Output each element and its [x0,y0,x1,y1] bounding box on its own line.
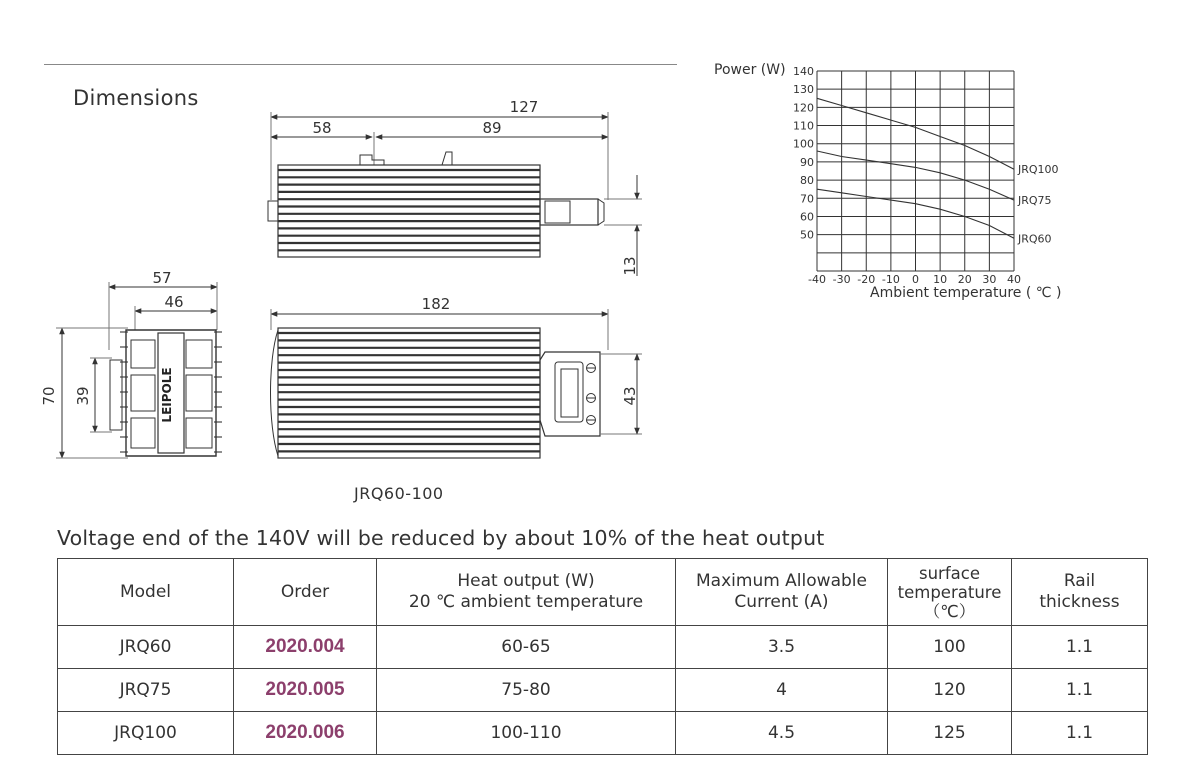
table-row [58,669,1148,712]
cell-order: 2020.004 [234,626,377,669]
dimension-drawing [0,0,700,520]
header-heat-output: Heat output (W) 20 ℃ ambient temperature [377,559,676,626]
x-tick-label: 20 [957,273,972,286]
power-temperature-chart [700,55,1080,310]
y-tick-labels [793,65,814,242]
model-range-caption: JRQ60-100 [354,484,444,503]
cell-model: JRQ100 [58,712,234,755]
x-tick-label: 30 [982,273,997,286]
series-label-jrq60: JRQ60 [1018,232,1052,246]
x-tick-label: 40 [1007,273,1021,286]
cell-surface-temp: 120 [888,669,1012,712]
table-row [58,626,1148,669]
dimensions-title: Dimensions [73,86,199,110]
cell-order: 2020.006 [234,712,377,755]
x-tick-label: 10 [933,273,948,286]
x-axis-label: Ambient temperature ( ℃ ) [870,285,1062,301]
dim-label-39: 39 [74,386,92,406]
cell-heat-output: 75-80 [377,669,676,712]
header-model: Model [58,559,234,626]
x-tick-label: -20 [857,273,876,286]
cell-rail-thickness: 1.1 [1012,712,1148,755]
y-axis-label: Power (W) [714,62,786,78]
bottom-view [271,309,643,458]
dim-label-57: 57 [152,269,172,287]
cell-model: JRQ75 [58,669,234,712]
x-tick-label: -10 [881,273,900,286]
end-view [56,282,222,458]
y-tick-label: 120 [793,101,814,115]
cell-surface-temp: 125 [888,712,1012,755]
header-order: Order [234,559,377,626]
dim-label-127: 127 [509,98,539,116]
cell-order: 2020.005 [234,669,377,712]
cell-heat-output: 100-110 [377,712,676,755]
x-tick-label: -40 [808,273,826,286]
x-tick-label: 0 [912,273,919,286]
chart-grid [817,71,1014,271]
spec-table [57,558,1148,755]
cell-current: 3.5 [676,626,888,669]
x-tick-label: -30 [832,273,851,286]
dim-label-70: 70 [40,386,58,406]
cell-model: JRQ60 [58,626,234,669]
series-label-jrq75: JRQ75 [1018,194,1052,208]
header-rail-thickness: Rail thickness [1012,559,1148,626]
table-row [58,712,1148,755]
cell-rail-thickness: 1.1 [1012,669,1148,712]
cell-current: 4 [676,669,888,712]
dim-label-13: 13 [621,256,639,276]
y-tick-label: 60 [800,210,814,224]
header-max-current: Maximum Allowable Current (A) [676,559,888,626]
y-tick-label: 100 [793,137,814,151]
cell-heat-output: 60-65 [377,626,676,669]
dim-label-58: 58 [312,119,332,137]
y-tick-label: 80 [800,174,814,188]
cell-surface-temp: 100 [888,626,1012,669]
dim-label-182: 182 [421,295,451,313]
y-tick-label: 70 [800,192,814,206]
y-tick-label: 50 [800,228,814,242]
dim-label-43: 43 [621,386,639,406]
table-header-row [58,559,1148,626]
series-labels [1017,163,1059,245]
y-tick-label: 130 [793,83,814,97]
brand-logo-text: LEIPOLE [160,367,174,423]
y-tick-label: 110 [793,119,814,133]
header-surface-temperature: surface temperature （℃） [888,559,1012,626]
y-tick-label: 140 [793,65,814,78]
dim-label-46: 46 [164,293,184,311]
cell-current: 4.5 [676,712,888,755]
cell-rail-thickness: 1.1 [1012,626,1148,669]
dim-label-89: 89 [482,119,502,137]
series-label-jrq100: JRQ100 [1018,163,1059,177]
y-tick-label: 90 [800,155,814,169]
voltage-note: Voltage end of the 140V will be reduced by about 10% of the heat output [57,526,825,550]
